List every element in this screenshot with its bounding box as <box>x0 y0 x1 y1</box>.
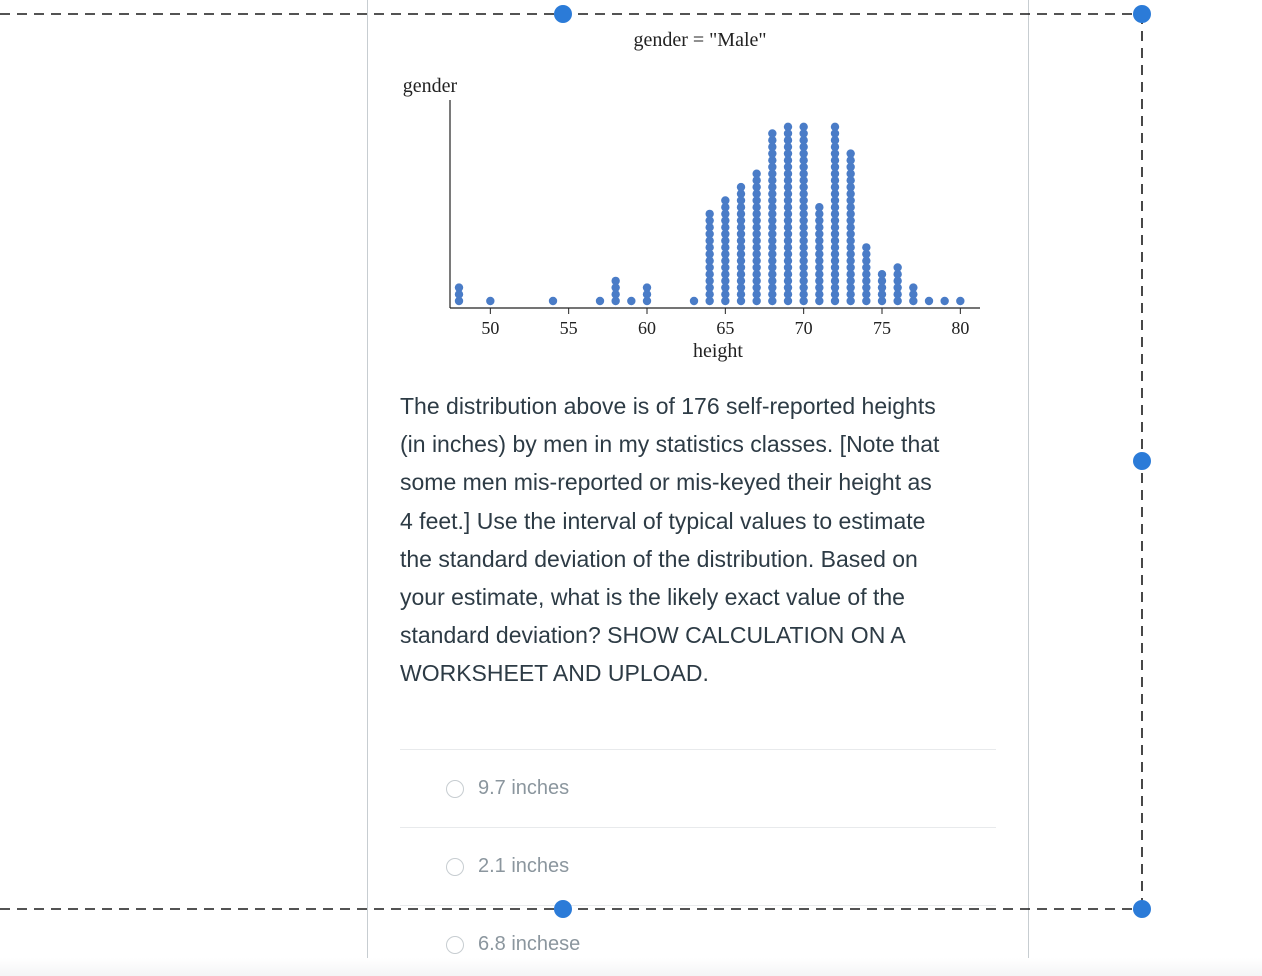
resize-handle-bottom-right[interactable] <box>1133 900 1151 918</box>
dot-mark <box>455 283 463 291</box>
x-axis-ticks <box>481 308 969 338</box>
dot-mark <box>737 183 745 191</box>
dot-mark <box>643 283 651 291</box>
x-tick-label: 80 <box>951 318 970 338</box>
x-tick-label: 70 <box>794 318 813 338</box>
x-tick-label: 55 <box>559 318 578 338</box>
answer-label: 2.1 inches <box>478 855 570 877</box>
dot-mark <box>752 170 760 178</box>
chart-title: gender = "Male" <box>633 29 767 51</box>
answer-option-3[interactable] <box>446 933 580 956</box>
answer-option-1[interactable] <box>446 777 569 800</box>
question-text: The distribution above is of 176 self-reported heights (in inches) by men in my statistics classes. [Note that some men mis-reported or mis-keyed their height as 4 feet.] Use the interval of typical values to estimate the standard deviation of the distribution. Based on your estimate, what is the likely exact value of the standard deviation? SHOW CALCULATION ON A WORKSHEET AND UPLOAD. <box>400 393 940 687</box>
resize-handle-top[interactable] <box>554 5 572 23</box>
dot-mark <box>611 277 619 285</box>
resize-handle-top-right[interactable] <box>1133 5 1151 23</box>
chart-x-label: height <box>693 340 743 362</box>
dot-mark <box>925 297 933 305</box>
dot-mark <box>721 196 729 204</box>
radio-button[interactable] <box>446 936 464 954</box>
dot-mark <box>846 149 854 157</box>
left-canvas-area <box>0 0 367 976</box>
x-tick-label: 60 <box>638 318 656 338</box>
x-tick-label: 65 <box>716 318 735 338</box>
answer-option-2[interactable] <box>446 855 569 878</box>
dot-mark <box>690 297 698 305</box>
dot-mark <box>596 297 604 305</box>
dot-mark <box>549 297 557 305</box>
dot-mark <box>862 243 870 251</box>
dot-mark <box>627 297 635 305</box>
right-canvas-area <box>1028 0 1262 976</box>
x-tick-label: 50 <box>481 318 500 338</box>
x-tick-label: 75 <box>873 318 891 338</box>
dot-mark <box>878 270 886 278</box>
dot-mark <box>909 283 917 291</box>
dot-mark <box>768 129 776 137</box>
dot-plot-chart <box>368 0 1028 370</box>
answer-label: 9.7 inches <box>478 777 570 799</box>
dot-mark <box>831 123 839 131</box>
answer-divider <box>400 827 996 828</box>
dot-mark <box>956 297 964 305</box>
dot-mark <box>705 210 713 218</box>
dot-mark <box>940 297 948 305</box>
dot-mark <box>815 203 823 211</box>
chart-y-label: gender <box>402 75 458 97</box>
dot-mark <box>486 297 494 305</box>
resize-handle-bottom[interactable] <box>554 900 572 918</box>
dot-mark <box>893 263 901 271</box>
radio-button[interactable] <box>446 858 464 876</box>
answer-divider <box>400 749 996 750</box>
answer-divider <box>400 905 996 906</box>
answer-label: 6.8 inchese <box>478 933 581 955</box>
dot-mark <box>799 123 807 131</box>
quiz-question-card <box>367 0 1029 976</box>
dot-mark <box>784 123 792 131</box>
dot-marks <box>455 123 965 306</box>
page-bottom-shade <box>0 958 1262 976</box>
radio-button[interactable] <box>446 780 464 798</box>
resize-handle-right[interactable] <box>1133 452 1151 470</box>
